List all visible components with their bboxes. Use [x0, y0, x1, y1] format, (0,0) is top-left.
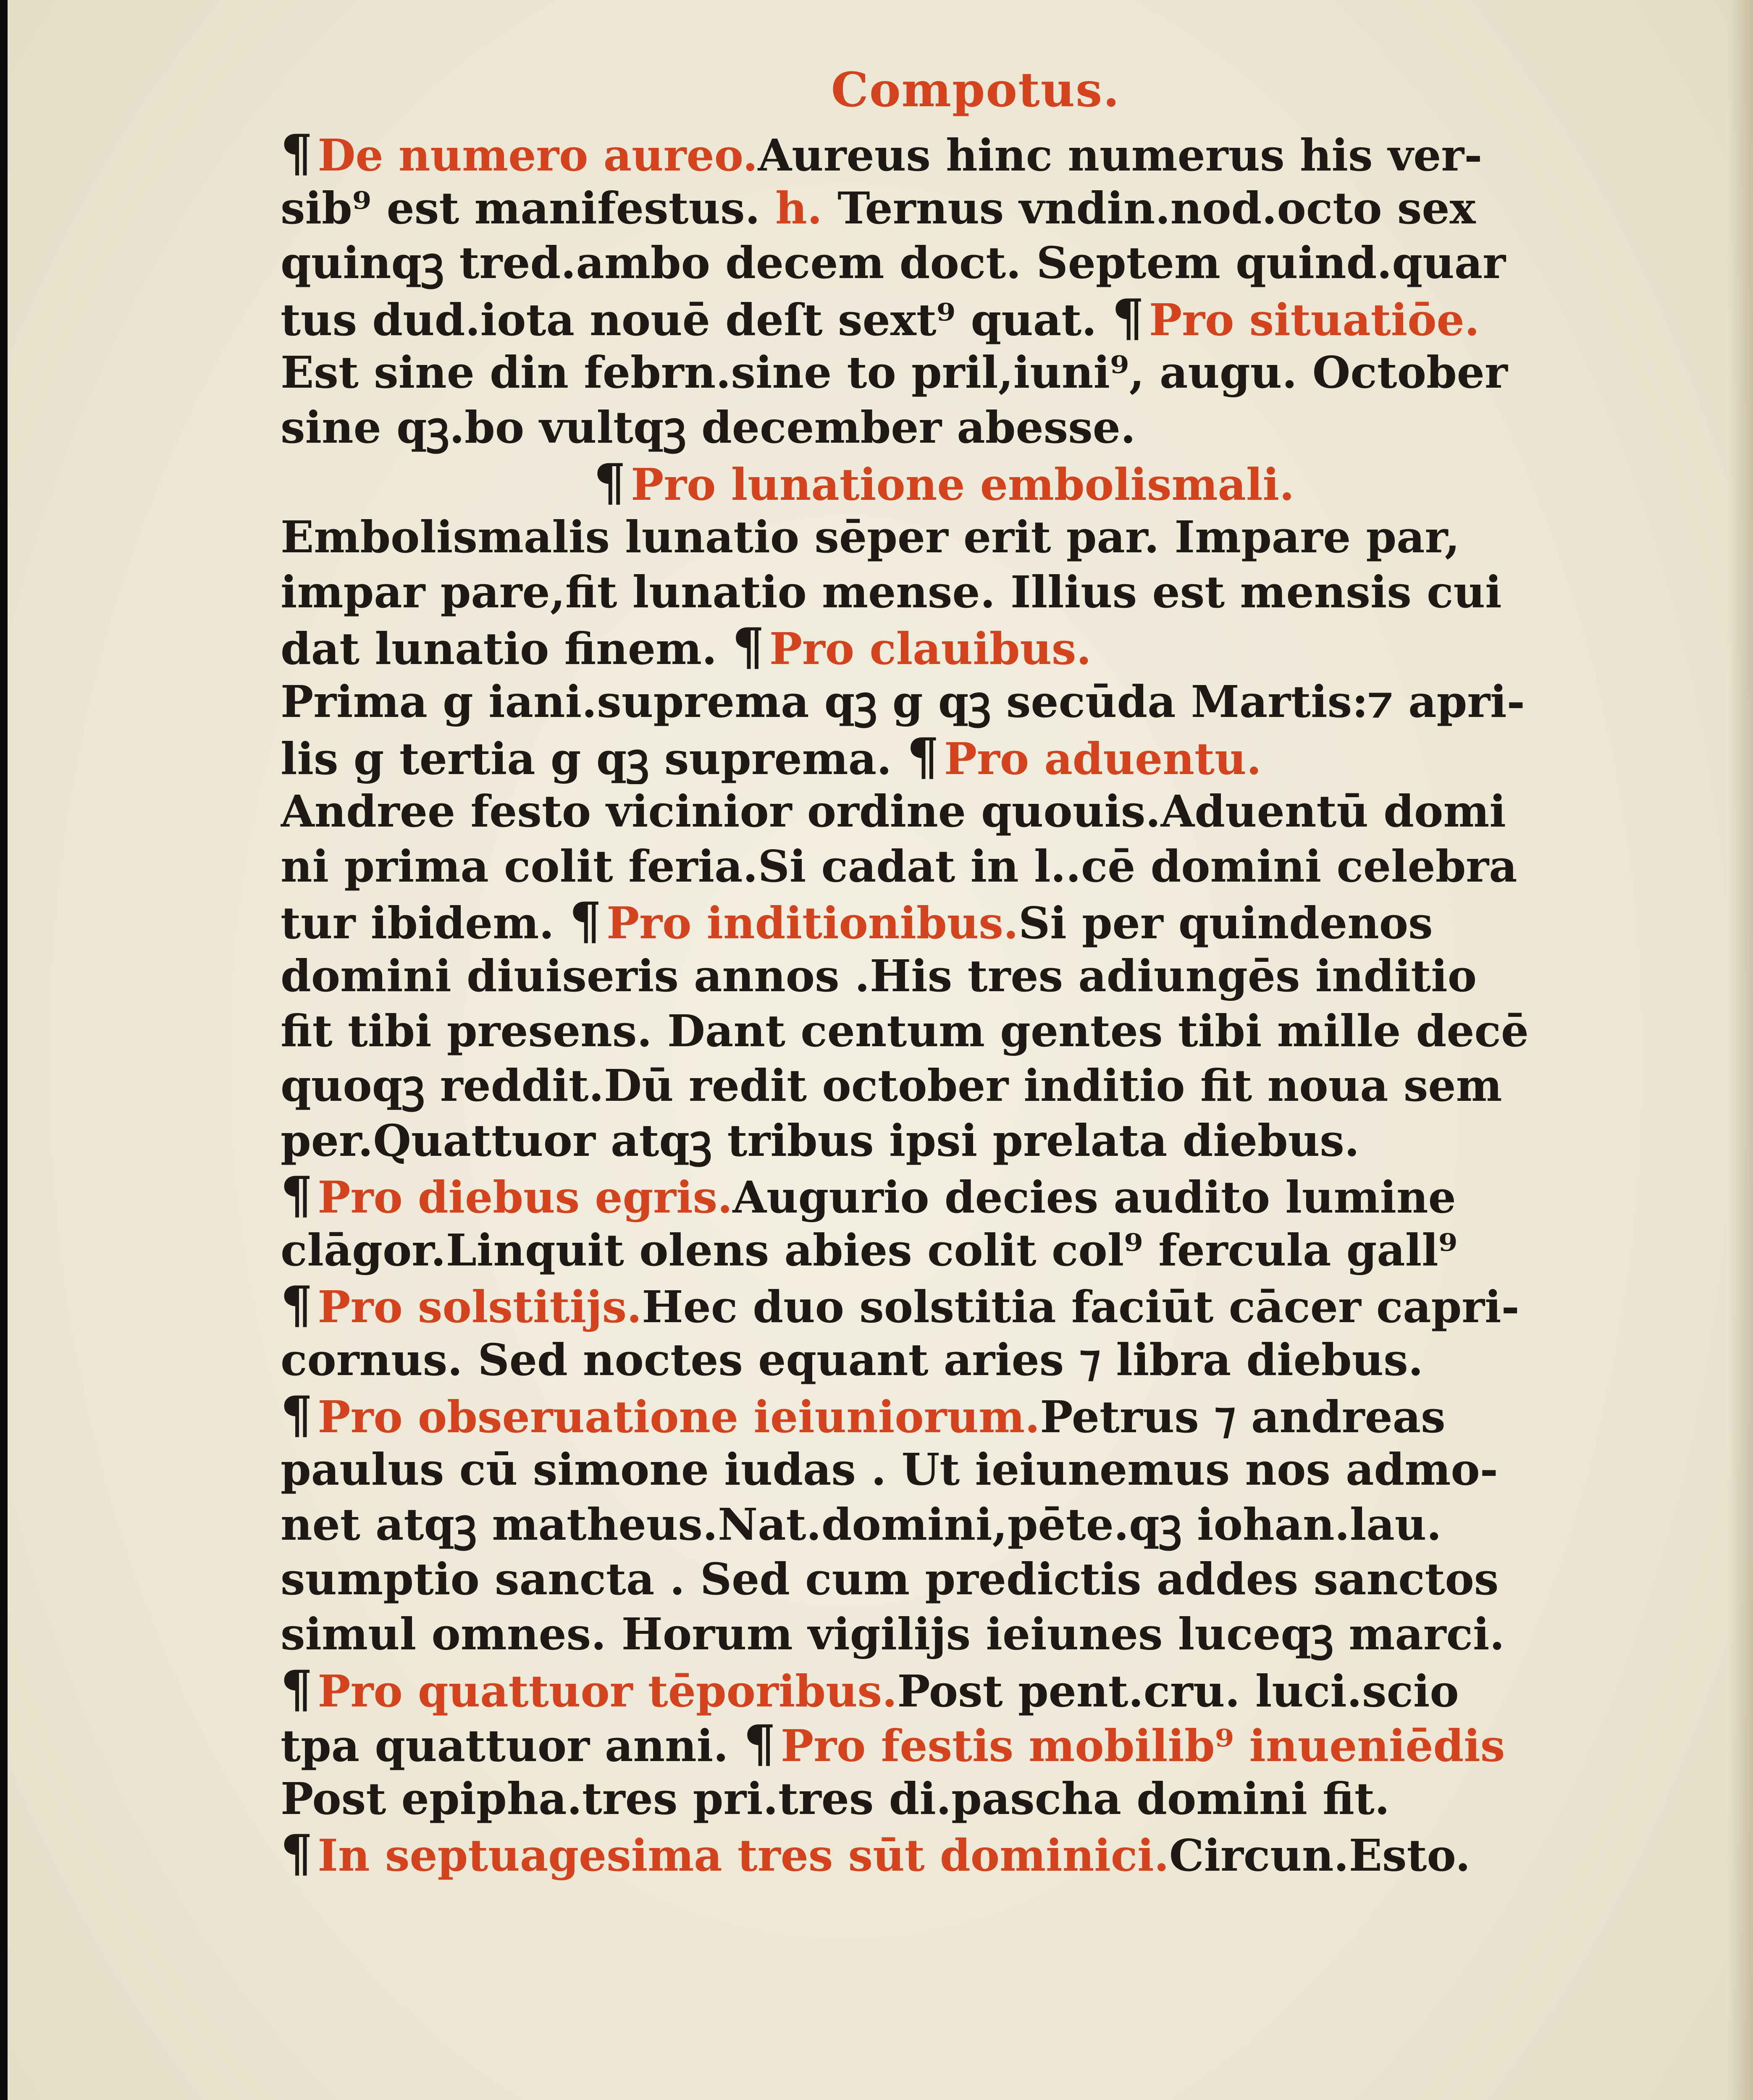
rubric-heading: Pro quattuor tēporibus. — [318, 1665, 897, 1717]
body-text: Aureus hinc numerus his ver- — [758, 129, 1483, 181]
body-text: dat lunatio finem. — [281, 623, 732, 675]
body-text: Ternus vndin.nod.octo sex — [822, 182, 1476, 234]
rubric-heading: Pro obseruatione ieiuniorum. — [318, 1391, 1040, 1443]
rubric-heading: Pro clauibus. — [769, 623, 1092, 675]
text-line — [281, 291, 1608, 346]
text-line — [281, 510, 1608, 565]
rubric-heading: De numero aureo. — [318, 129, 758, 181]
body-text: quoqꝫ reddit.Dū redit october inditio fit noua sem — [281, 1060, 1502, 1112]
paragraph-mark-icon: ¶ — [569, 894, 602, 949]
rubric-heading: In septuagesima tres sūt dominici. — [318, 1830, 1169, 1881]
text-line — [281, 1442, 1608, 1497]
text-line — [281, 455, 1608, 510]
text-line — [281, 1552, 1608, 1607]
paragraph-mark-icon: ¶ — [1112, 290, 1144, 346]
paragraph-mark-icon: ¶ — [281, 1168, 313, 1223]
body-text: sumptio sancta . Sed cum predictis addes sanctos — [281, 1553, 1499, 1605]
text-line — [281, 1058, 1608, 1113]
text-line — [281, 839, 1608, 894]
paragraph-mark-icon: ¶ — [281, 126, 313, 181]
rubric-heading: Pro aduentu. — [944, 732, 1262, 785]
text-line — [281, 949, 1608, 1004]
text-line — [281, 1168, 1608, 1223]
body-text: domini diuiseris annos .His tres adiungēs inditio — [281, 950, 1477, 1002]
text-line — [281, 181, 1608, 236]
text-line — [281, 1717, 1608, 1772]
body-text: sib⁹ est manifestus. — [281, 182, 776, 234]
body-text: ni prima colit feria.Si cadat in l..cē domini celebra — [281, 840, 1517, 892]
body-text: tpa quattuor anni. — [281, 1720, 744, 1772]
paragraph-mark-icon: ¶ — [593, 455, 626, 510]
text-line — [281, 730, 1608, 785]
text-line — [281, 1497, 1608, 1552]
text-line — [281, 1388, 1608, 1443]
text-line — [281, 1607, 1608, 1662]
page-title: Compotus. — [831, 63, 1121, 118]
rubric-heading: Pro lunatione embolismali. — [631, 458, 1295, 510]
rubric-heading: Pro festis mobilib⁹ inueniēdis — [781, 1720, 1505, 1772]
text-line — [281, 1004, 1608, 1059]
rubric-heading: Pro situatiōe. — [1149, 294, 1480, 346]
book-page — [8, 0, 1753, 2100]
body-text: Augurio decies audito lumine — [732, 1171, 1456, 1223]
text-line — [281, 126, 1608, 181]
paragraph-mark-icon: ¶ — [732, 620, 764, 675]
text-line — [281, 1223, 1608, 1278]
body-text: sine qꝫ.bo vultqꝫ december abesse. — [281, 401, 1136, 453]
rubric-heading: Pro inditionibus. — [606, 897, 1019, 949]
body-text: lis g tertia g qꝫ suprema. — [281, 732, 907, 785]
paragraph-mark-icon: ¶ — [907, 729, 939, 785]
body-text: Circun.Esto. — [1169, 1830, 1471, 1881]
rubric-heading: h. — [775, 182, 822, 234]
text-line — [281, 1333, 1608, 1388]
text-line — [281, 784, 1608, 839]
body-text: cornus. Sed noctes equant aries ⁊ libra diebus. — [281, 1334, 1424, 1386]
text-line — [281, 1278, 1608, 1333]
body-text: Embolismalis lunatio sēper erit par. Impare par, — [281, 511, 1460, 563]
paragraph-mark-icon: ¶ — [281, 1278, 313, 1333]
paragraph-mark-icon: ¶ — [281, 1826, 313, 1881]
text-lines — [281, 126, 1608, 1881]
paragraph-mark-icon: ¶ — [281, 1387, 313, 1443]
body-text: tus dud.iota nouē deſt sext⁹ quat. — [281, 294, 1112, 346]
text-line — [281, 345, 1608, 400]
text-line — [281, 565, 1608, 620]
body-text: Si per quindenos — [1018, 897, 1433, 949]
text-line — [281, 675, 1608, 730]
body-text: Prima g iani.suprema qꝫ g qꝫ secūda Martis:⁊ apri- — [281, 675, 1525, 727]
body-text: paulus cū simone iudas . Ut ieiunemus nos admo- — [281, 1444, 1498, 1496]
text-line — [281, 400, 1608, 455]
text-line — [281, 620, 1608, 675]
paragraph-mark-icon: ¶ — [281, 1662, 313, 1717]
rubric-heading: Pro diebus egris. — [318, 1171, 733, 1223]
text-block — [281, 63, 1608, 1881]
body-text: per.Quattuor atqꝫ tribus ipsi prelata diebus. — [281, 1114, 1360, 1166]
body-text: Post epipha.tres pri.tres di.pascha domini fit. — [281, 1772, 1390, 1824]
body-text: simul omnes. Horum vigilijs ieiunes luceqꝫ marci. — [281, 1608, 1505, 1660]
body-text: tur ibidem. — [281, 897, 569, 949]
rubric-heading: Pro solstitijs. — [318, 1281, 642, 1333]
body-text: Est sine din febrn.sine to pril,iuni⁹, augu. October — [281, 346, 1508, 399]
text-line — [281, 1113, 1608, 1168]
text-line — [281, 1662, 1608, 1717]
body-text: fit tibi presens. Dant centum gentes tibi mille decē — [281, 1005, 1529, 1057]
body-text: Post pent.cru. luci.scio — [897, 1665, 1459, 1717]
text-line — [281, 894, 1608, 949]
body-text: Andree festo vicinior ordine quouis.Aduentū domi — [281, 785, 1506, 837]
body-text: clāgor.Linquit olens abies colit col⁹ fercula gall⁹ — [281, 1224, 1458, 1276]
text-line — [281, 236, 1608, 291]
paragraph-mark-icon: ¶ — [743, 1717, 776, 1772]
body-text: Hec duo solstitia faciūt cācer capri- — [642, 1281, 1519, 1333]
body-text: net atqꝫ matheus.Nat.domini,pēte.qꝫ iohan.lau. — [281, 1498, 1442, 1550]
body-text: quinqꝫ tred.ambo decem doct. Septem quind.quar — [281, 237, 1506, 289]
text-line — [281, 1772, 1608, 1827]
body-text: Petrus ⁊ andreas — [1040, 1391, 1446, 1443]
text-line — [281, 1826, 1608, 1881]
body-text: impar pare,fit lunatio mense. Illius est mensis cui — [281, 566, 1502, 618]
